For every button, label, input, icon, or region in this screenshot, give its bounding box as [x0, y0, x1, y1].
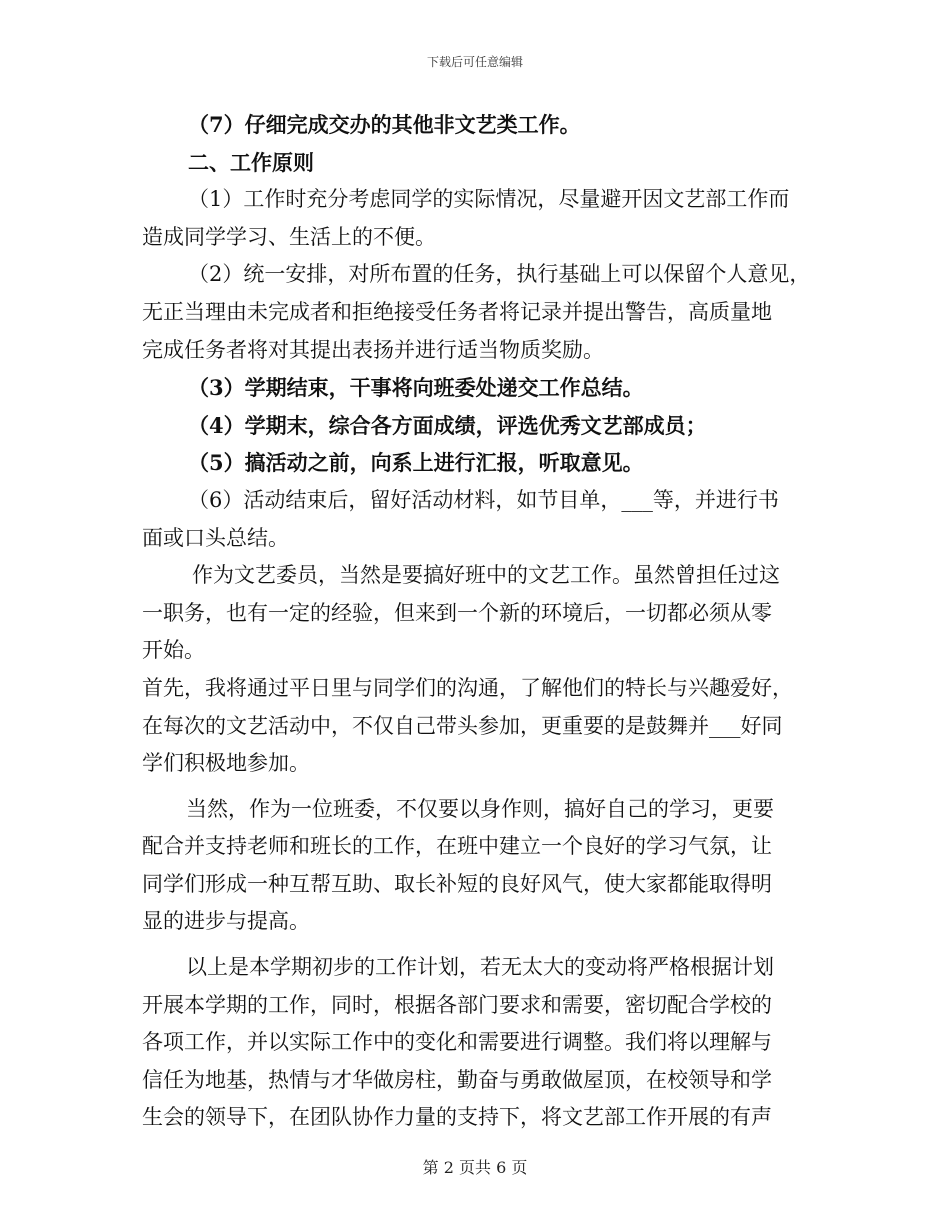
- paragraph-committee-line-2: 配合并支持老师和班长的工作，在班中建立一个良好的学习气氛，让: [142, 834, 772, 859]
- principle-1-line-2: 造成同学学习、生活上的不便。: [142, 224, 436, 249]
- paragraph-plan-line-2: 开展本学期的工作，同时，根据各部门要求和需要，密切配合学校的: [142, 992, 772, 1017]
- paragraph-plan-line-1: 以上是本学期初步的工作计划，若无太大的变动将严格根据计划: [186, 955, 774, 980]
- paragraph-committee-line-3: 同学们形成一种互帮互助、取长补短的良好风气，使大家都能取得明: [142, 871, 772, 896]
- paragraph-role-line-1: 作为文艺委员，当然是要搞好班中的文艺工作。虽然曾担任过这: [192, 563, 780, 588]
- paragraph-committee-line-4: 显的进步与提高。: [142, 909, 310, 934]
- principle-2-line-2: 无正当理由未完成者和拒绝接受任务者将记录并提出警告，高质量地: [142, 299, 772, 324]
- section-heading-principles: 二、工作原则: [188, 149, 314, 175]
- duty-item-7: （7）仔细完成交办的其他非文艺类工作。: [188, 112, 581, 137]
- paragraph-first-line-3: 学们积极地参加。: [142, 751, 310, 776]
- page-indicator: 第 2 页共 6 页: [422, 1158, 528, 1177]
- principle-4: （4）学期末，综合各方面成绩，评选优秀文艺部成员；: [188, 412, 707, 438]
- principle-2-line-1: （2）统一安排，对所布置的任务，执行基础上可以保留个人意见，: [188, 262, 811, 287]
- paragraph-role-line-2: 一职务，也有一定的经验，但来到一个新的环境后，一切都必须从零: [142, 600, 772, 625]
- principle-2-line-3: 完成任务者将对其提出表扬并进行适当物质奖励。: [142, 337, 604, 362]
- paragraph-first-line-1: 首先，我将通过平日里与同学们的沟通，了解他们的特长与兴趣爱好，: [142, 675, 793, 700]
- principle-6-line-1: （6）活动结束后，留好活动材料，如节目单，___等，并进行书: [188, 487, 779, 512]
- paragraph-committee-line-1: 当然，作为一位班委，不仅要以身作则，搞好自己的学习，更要: [186, 796, 774, 821]
- paragraph-plan-line-5: 生会的领导下，在团队协作力量的支持下，将文艺部工作开展的有声: [142, 1105, 772, 1130]
- principle-6-line-2: 面或口头总结。: [142, 525, 289, 550]
- principle-3: （3）学期结束，干事将向班委处递交工作总结。: [188, 375, 644, 401]
- principle-1-line-1: （1）工作时充分考虑同学的实际情况，尽量避开因文艺部工作而: [188, 187, 790, 212]
- paragraph-plan-line-4: 信任为地基，热情与才华做房柱，勤奋与勇敢做屋顶，在校领导和学: [142, 1067, 772, 1092]
- principle-5: （5）搞活动之前，向系上进行汇报，听取意见。: [188, 450, 644, 476]
- paragraph-plan-line-3: 各项工作，并以实际工作中的变化和需要进行调整。我们将以理解与: [142, 1030, 772, 1055]
- header-note: 下载后可任意编辑: [426, 55, 523, 69]
- document-body: [142, 106, 812, 1137]
- paragraph-gap: [142, 941, 812, 949]
- paragraph-gap: [142, 783, 812, 791]
- paragraph-role-line-3: 开始。: [142, 638, 205, 663]
- paragraph-first-line-2: 在每次的文艺活动中，不仅自己带头参加，更重要的是鼓舞并___好同: [142, 713, 783, 738]
